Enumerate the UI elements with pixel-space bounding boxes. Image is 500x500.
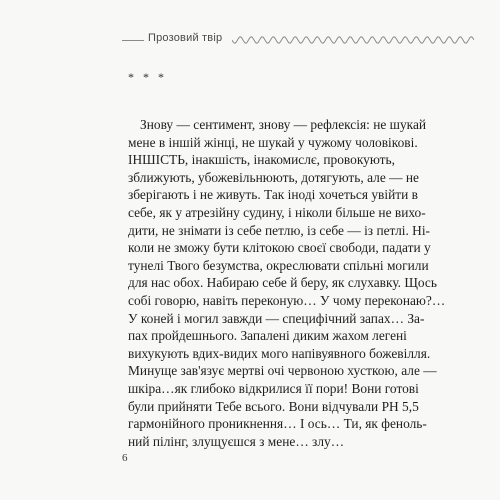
text-line: зберігають і не живуть. Так іноді хочеться увійти в <box>128 187 418 203</box>
header-rule <box>122 40 144 41</box>
text-line: мене в іншій жінці, не шукай у чужому чоловікові. <box>128 134 418 150</box>
running-header <box>122 28 474 52</box>
text-line: пах пройдешнього. Запалені диким жахом легені <box>128 328 407 344</box>
text-line: У коней і могил завжди — специфічний запах… За- <box>128 310 425 326</box>
page-number: 6 <box>122 452 128 464</box>
text-line: собі говорю, навіть переконую… У чому переконаю?… <box>128 292 446 308</box>
text-line: Минуще зав'язує мертві очі червоною хусткою, але — <box>128 363 437 379</box>
text-line: ІНШІСТЬ, інакшість, інакомислє, провокують, <box>128 152 395 168</box>
text-line: коли не зможу бути клітокою своєї свободи, падати у <box>128 240 431 256</box>
text-line: себе, як у атрезійну судину, і ніколи більше не вихо- <box>128 204 426 220</box>
decorative-wave-line <box>232 32 474 48</box>
text-line: для нас обох. Набираю себе й беру, як слухавку. Щось <box>128 275 437 291</box>
prose-text <box>128 116 468 450</box>
section-separator: * * * <box>128 70 167 84</box>
text-line: дити, не знімати із себе петлю, із себе — із петлі. Ні- <box>128 222 431 238</box>
text-line: шкіра…як глибоко відкрилися її пори! Вони готові <box>128 380 419 396</box>
text-line: Знову — сентимент, знову — рефлексія: не шукай <box>140 117 427 132</box>
text-line: вихукують вдих-видих мого напівуявного божевілля. <box>128 345 431 361</box>
text-line: були прийняти Тебе всього. Вони відчували PH 5,5 <box>128 398 419 414</box>
text-line: ний пілінг, злущуєшся з мене… злу… <box>128 433 345 449</box>
section-title: Прозовий твір <box>148 32 223 44</box>
text-line: гармонійного проникнення… І ось… Ти, як феноль- <box>128 416 427 432</box>
text-line: тунелі Твого безумства, окреслювати спільні могили <box>128 257 429 273</box>
text-line: зближують, убожевільнюють, дотягують, але — не <box>128 169 419 185</box>
